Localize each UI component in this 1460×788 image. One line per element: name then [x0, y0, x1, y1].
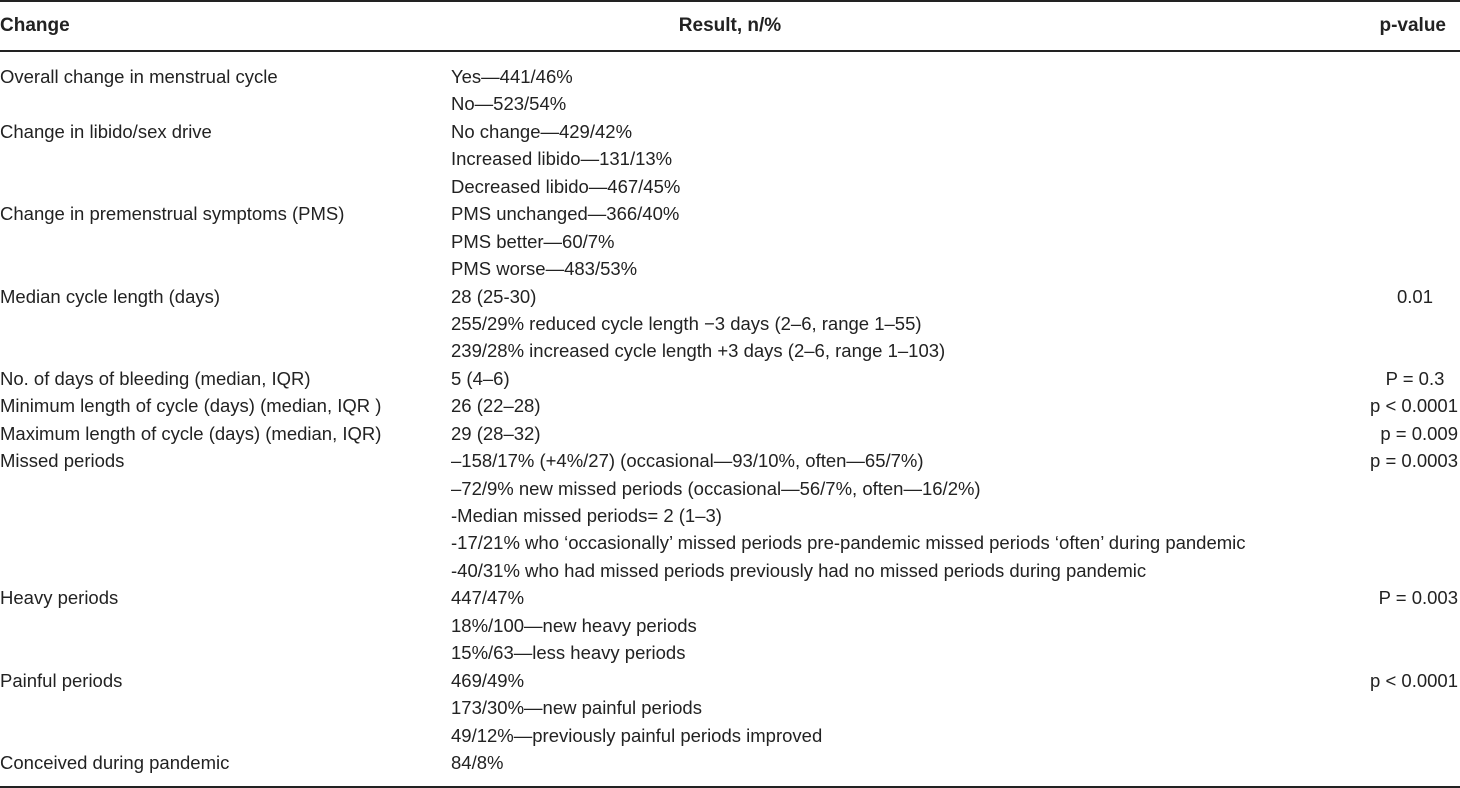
cell-result: 29 (28–32): [451, 422, 541, 444]
table-row: [0, 337, 1460, 364]
table-body: [0, 63, 1460, 776]
table-row: [0, 392, 1460, 419]
cell-change: Change in premenstrual symptoms (PMS): [0, 203, 345, 225]
cell-result: 15%/63—less heavy periods: [451, 642, 686, 664]
table-row: [0, 63, 1460, 90]
table-row: [0, 310, 1460, 337]
table-row: [0, 612, 1460, 639]
cell-result: 447/47%: [451, 587, 525, 609]
cell-result: -17/21% who ‘occasionally’ missed periods pre-pandemic missed periods ‘often’ during pandemic: [451, 532, 1246, 554]
table-row: [0, 694, 1460, 721]
table-row: [0, 228, 1460, 255]
cell-result: 84/8%: [451, 751, 504, 773]
cell-pvalue: p < 0.0001: [1370, 669, 1458, 691]
table-row: [0, 365, 1460, 392]
cell-pvalue: p = 0.009: [1380, 422, 1458, 444]
cell-result: 173/30%—new painful periods: [451, 697, 702, 719]
header-pvalue: p-value: [1379, 15, 1446, 36]
cell-result: 239/28% increased cycle length +3 days (2–6, range 1–103): [451, 340, 946, 362]
cell-result: 5 (4–6): [451, 367, 510, 389]
table-row: [0, 90, 1460, 117]
cell-change: Painful periods: [0, 669, 123, 691]
table-row: [0, 283, 1460, 310]
cell-pvalue: P = 0.3: [1385, 367, 1445, 389]
cell-result: 469/49%: [451, 669, 525, 691]
cell-result: 18%/100—new heavy periods: [451, 614, 697, 636]
cell-result: 49/12%—previously painful periods improved: [451, 724, 823, 746]
table-row: [0, 639, 1460, 666]
cell-result: 28 (25-30): [451, 285, 537, 307]
table-row: [0, 667, 1460, 694]
table-row: [0, 447, 1460, 474]
cell-change: Minimum length of cycle (days) (median, IQR ): [0, 395, 382, 417]
table-row: [0, 118, 1460, 145]
cell-change: Maximum length of cycle (days) (median, IQR): [0, 422, 382, 444]
table-row: [0, 255, 1460, 282]
cell-change: Change in libido/sex drive: [0, 120, 212, 142]
cell-result: Increased libido—131/13%: [451, 148, 673, 170]
cell-result: 255/29% reduced cycle length −3 days (2–6, range 1–55): [451, 312, 922, 334]
cell-change: Missed periods: [0, 450, 125, 472]
cell-change: No. of days of bleeding (median, IQR): [0, 367, 311, 389]
cell-result: No change—429/42%: [451, 120, 633, 142]
table-row: [0, 145, 1460, 172]
cell-result: –158/17% (+4%/27) (occasional—93/10%, often—65/7%): [451, 450, 924, 472]
cell-change: Conceived during pandemic: [0, 751, 230, 773]
cell-result: Yes—441/46%: [451, 66, 573, 87]
cell-pvalue: p < 0.0001: [1370, 395, 1458, 417]
cell-change: Overall change in menstrual cycle: [0, 66, 278, 87]
cell-result: PMS better—60/7%: [451, 230, 615, 252]
table-row: [0, 722, 1460, 749]
table-row: [0, 584, 1460, 611]
cell-change: Median cycle length (days): [0, 285, 221, 307]
table-row: [0, 557, 1460, 584]
cell-result: No—523/54%: [451, 93, 567, 115]
table-row: [0, 749, 1460, 776]
cell-result: 26 (22–28): [451, 395, 541, 417]
cell-result: -40/31% who had missed periods previously had no missed periods during pandemic: [451, 559, 1147, 581]
cell-pvalue: P = 0.003: [1378, 587, 1458, 609]
bottom-rule: [0, 786, 1460, 788]
cell-result: -Median missed periods= 2 (1–3): [451, 505, 722, 526]
header-rule: [0, 50, 1460, 52]
table-row: [0, 475, 1460, 502]
cell-result: –72/9% new missed periods (occasional—56/7%, often—16/2%): [451, 477, 981, 499]
cell-result: PMS unchanged—366/40%: [451, 203, 680, 225]
cell-result: PMS worse—483/53%: [451, 258, 638, 280]
header-change: Change: [0, 15, 70, 36]
table-row: [0, 420, 1460, 447]
cell-pvalue: 0.01: [1396, 285, 1433, 307]
header-result: Result, n/%: [678, 15, 782, 36]
cell-result: Decreased libido—467/45%: [451, 175, 681, 197]
table-row: [0, 200, 1460, 227]
cell-change: Heavy periods: [0, 587, 119, 609]
table-row: [0, 502, 1460, 529]
table-row: [0, 173, 1460, 200]
table-row: [0, 529, 1460, 556]
cell-pvalue: p = 0.0003: [1370, 450, 1458, 472]
